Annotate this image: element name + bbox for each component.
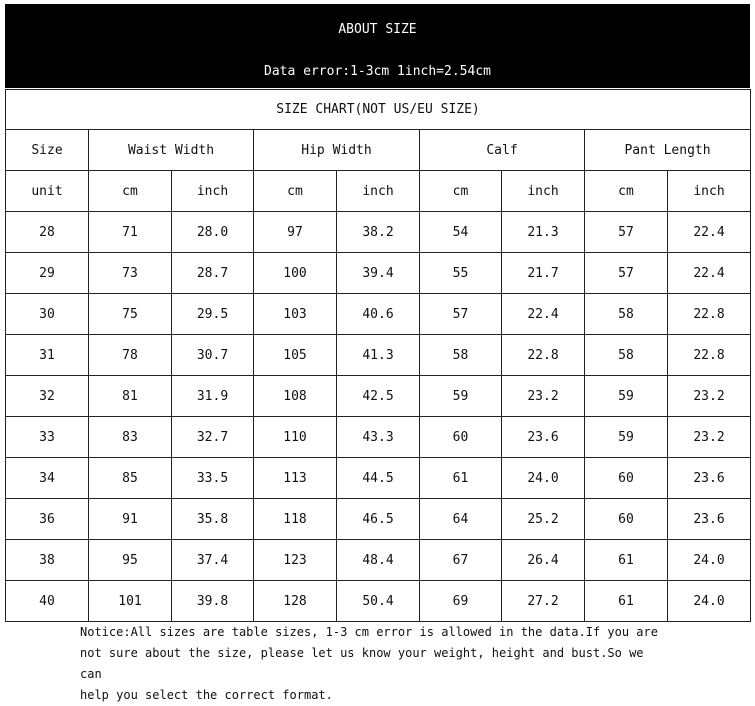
unit-cell: cm [254, 171, 337, 212]
notice-line: Notice:All sizes are table sizes, 1-3 cm error is allowed in the data.If you are [80, 625, 658, 639]
table-cell: 108 [254, 376, 337, 417]
table-cell: 58 [585, 294, 668, 335]
table-cell: 21.7 [502, 253, 585, 294]
unit-cell: inch [337, 171, 420, 212]
table-cell: 22.4 [668, 212, 751, 253]
table-cell: 60 [585, 499, 668, 540]
header-title: ABOUT SIZE [338, 22, 417, 37]
unit-cell: inch [502, 171, 585, 212]
table-cell: 37.4 [172, 540, 254, 581]
size-cell: 32 [6, 376, 89, 417]
header-hip-width: Hip Width [254, 130, 420, 171]
table-row [6, 417, 751, 458]
size-cell: 36 [6, 499, 89, 540]
unit-cell: cm [420, 171, 502, 212]
table-cell: 58 [420, 335, 502, 376]
table-cell: 23.6 [502, 417, 585, 458]
table-cell: 41.3 [337, 335, 420, 376]
table-cell: 100 [254, 253, 337, 294]
table-cell: 46.5 [337, 499, 420, 540]
unit-cell: inch [668, 171, 751, 212]
table-cell: 28.7 [172, 253, 254, 294]
table-row [6, 499, 751, 540]
table-row [6, 212, 751, 253]
size-cell: 30 [6, 294, 89, 335]
table-row [6, 376, 751, 417]
table-row [6, 294, 751, 335]
table-cell: 23.2 [668, 417, 751, 458]
header-waist-width: Waist Width [89, 130, 254, 171]
table-title: SIZE CHART(NOT US/EU SIZE) [6, 90, 751, 130]
table-cell: 95 [89, 540, 172, 581]
table-cell: 64 [420, 499, 502, 540]
table-cell: 81 [89, 376, 172, 417]
table-cell: 61 [420, 458, 502, 499]
notice-text [80, 622, 670, 706]
header-size: Size [6, 130, 89, 171]
size-cell: 38 [6, 540, 89, 581]
table-cell: 23.2 [502, 376, 585, 417]
table-cell: 24.0 [668, 581, 751, 622]
table-cell: 22.8 [502, 335, 585, 376]
table-cell: 59 [420, 376, 502, 417]
table-cell: 22.4 [502, 294, 585, 335]
table-cell: 23.2 [668, 376, 751, 417]
about-size-header [5, 4, 750, 88]
table-cell: 57 [585, 253, 668, 294]
table-cell: 24.0 [668, 540, 751, 581]
table-cell: 128 [254, 581, 337, 622]
table-cell: 113 [254, 458, 337, 499]
table-cell: 83 [89, 417, 172, 458]
table-row [6, 458, 751, 499]
table-cell: 27.2 [502, 581, 585, 622]
table-cell: 29.5 [172, 294, 254, 335]
table-cell: 30.7 [172, 335, 254, 376]
table-cell: 59 [585, 376, 668, 417]
table-cell: 71 [89, 212, 172, 253]
size-cell: 28 [6, 212, 89, 253]
table-cell: 44.5 [337, 458, 420, 499]
table-cell: 24.0 [502, 458, 585, 499]
size-cell: 29 [6, 253, 89, 294]
table-cell: 39.4 [337, 253, 420, 294]
table-cell: 38.2 [337, 212, 420, 253]
table-cell: 21.3 [502, 212, 585, 253]
table-cell: 22.8 [668, 335, 751, 376]
table-cell: 91 [89, 499, 172, 540]
size-cell: 40 [6, 581, 89, 622]
table-cell: 57 [585, 212, 668, 253]
unit-label: unit [6, 171, 89, 212]
table-cell: 60 [420, 417, 502, 458]
table-cell: 69 [420, 581, 502, 622]
table-cell: 48.4 [337, 540, 420, 581]
table-cell: 67 [420, 540, 502, 581]
table-cell: 43.3 [337, 417, 420, 458]
table-cell: 31.9 [172, 376, 254, 417]
table-cell: 75 [89, 294, 172, 335]
table-cell: 57 [420, 294, 502, 335]
unit-cell: cm [89, 171, 172, 212]
table-cell: 22.8 [668, 294, 751, 335]
table-cell: 39.8 [172, 581, 254, 622]
table-cell: 60 [585, 458, 668, 499]
size-chart-table [5, 89, 751, 622]
table-cell: 103 [254, 294, 337, 335]
table-cell: 55 [420, 253, 502, 294]
table-row [6, 581, 751, 622]
header-calf: Calf [420, 130, 585, 171]
header-subtitle: Data error:1-3cm 1inch=2.54cm [264, 64, 491, 79]
table-body [6, 212, 751, 622]
size-cell: 33 [6, 417, 89, 458]
table-cell: 59 [585, 417, 668, 458]
table-cell: 50.4 [337, 581, 420, 622]
table-cell: 97 [254, 212, 337, 253]
unit-cell: inch [172, 171, 254, 212]
table-row [6, 335, 751, 376]
table-cell: 61 [585, 540, 668, 581]
table-cell: 22.4 [668, 253, 751, 294]
size-cell: 34 [6, 458, 89, 499]
table-cell: 32.7 [172, 417, 254, 458]
table-cell: 26.4 [502, 540, 585, 581]
table-cell: 28.0 [172, 212, 254, 253]
table-cell: 110 [254, 417, 337, 458]
notice-line: not sure about the size, please let us know your weight, height and bust.So we can [80, 646, 644, 681]
table-cell: 118 [254, 499, 337, 540]
table-cell: 54 [420, 212, 502, 253]
table-row [6, 540, 751, 581]
header-pant-length: Pant Length [585, 130, 751, 171]
table-row [6, 253, 751, 294]
table-cell: 42.5 [337, 376, 420, 417]
table-cell: 58 [585, 335, 668, 376]
table-cell: 23.6 [668, 499, 751, 540]
table-cell: 33.5 [172, 458, 254, 499]
table-cell: 35.8 [172, 499, 254, 540]
table-cell: 123 [254, 540, 337, 581]
table-cell: 23.6 [668, 458, 751, 499]
table-cell: 85 [89, 458, 172, 499]
notice-line: help you select the correct format. [80, 688, 333, 702]
table-cell: 40.6 [337, 294, 420, 335]
size-cell: 31 [6, 335, 89, 376]
table-cell: 61 [585, 581, 668, 622]
table-cell: 101 [89, 581, 172, 622]
table-cell: 105 [254, 335, 337, 376]
table-cell: 78 [89, 335, 172, 376]
unit-cell: cm [585, 171, 668, 212]
table-cell: 25.2 [502, 499, 585, 540]
table-cell: 73 [89, 253, 172, 294]
